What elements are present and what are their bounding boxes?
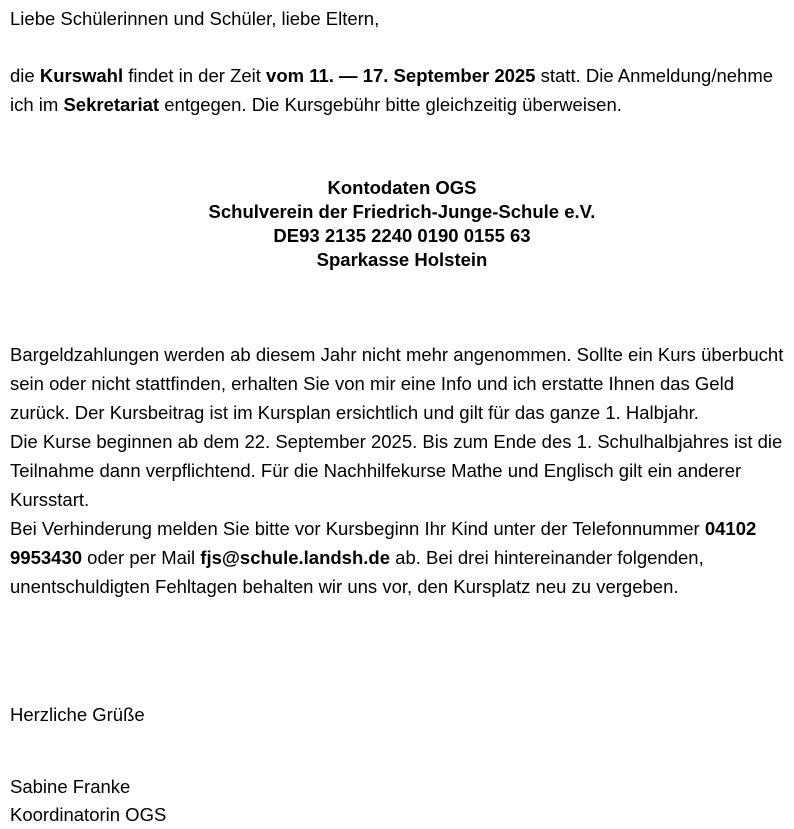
greeting-line: Liebe Schülerinnen und Schüler, liebe Eltern, — [10, 8, 380, 29]
absence-text-2: oder per Mail — [82, 547, 201, 568]
kurswahl-bold: Kurswahl — [39, 65, 124, 86]
signature-role: Koordinatorin OGS — [10, 804, 167, 825]
bank-iban: DE93 2135 2240 0190 0155 63 — [273, 225, 531, 246]
sekretariat-bold: Sekretariat — [63, 94, 160, 115]
bank-name: Sparkasse Holstein — [316, 249, 488, 270]
closing-line: Herzliche Grüße — [10, 704, 145, 725]
bank-details-block — [10, 176, 794, 272]
intro-text-1: die — [10, 65, 40, 86]
absence-text-1: Bei Verhinderung melden Sie bitte vor Kursbeginn Ihr Kind unter der Telefonnummer — [10, 518, 705, 539]
intro-paragraph — [10, 61, 780, 119]
cash-payment-paragraph: Bargeldzahlungen werden ab diesem Jahr nicht mehr angenommen. Sollte ein Kurs überbucht sein oder nicht stattfinden, erhalten Sie von mir eine Info und ich erstatte Ihnen das Geld zurück. Der Kursbeitrag ist im Kursplan ersichtlich und gilt für das ganze 1. Halbjahr. — [10, 344, 784, 423]
intro-text-3: statt. Die Anmeldung/nehme ich im — [10, 65, 774, 115]
bank-title: Kontodaten OGS — [327, 177, 477, 198]
phone-number: 04102 9953430 — [10, 518, 757, 568]
absence-paragraph — [10, 514, 794, 601]
intro-text-4: entgegen. Die Kursgebühr bitte gleichzeitig überweisen. — [159, 94, 622, 115]
intro-text-2: findet in der Zeit — [123, 65, 267, 86]
absence-text-3: ab. Bei drei hintereinander folgenden, unentschuldigten Fehltagen behalten wir uns vor, den Kursplatz neu zu vergeben. — [10, 547, 704, 597]
body-paragraphs — [10, 340, 794, 601]
bank-account-holder: Schulverein der Friedrich-Junge-Schule e.V. — [208, 201, 596, 222]
course-start-paragraph: Die Kurse beginnen ab dem 22. September 2025. Bis zum Ende des 1. Schulhalbjahres ist die Teilnahme dann verpflichtend. Für die Nachhilfekurse Mathe und Englisch gilt ein anderer Kursstart. — [10, 431, 783, 510]
email-address: fjs@schule.landsh.de — [200, 547, 391, 568]
signature-name: Sabine Franke — [10, 776, 131, 797]
date-range-bold: vom 11. — 17. September 2025 — [266, 65, 536, 86]
